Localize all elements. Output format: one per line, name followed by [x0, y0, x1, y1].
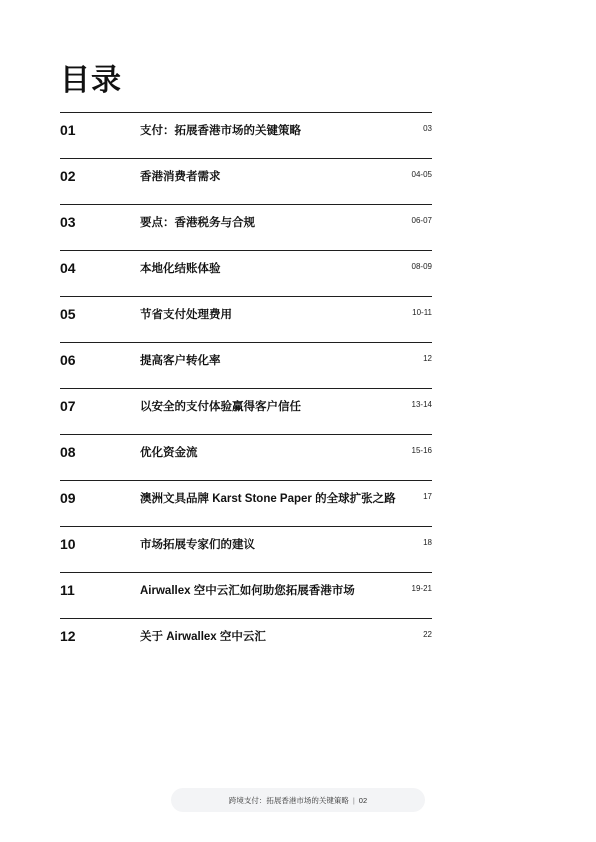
toc-item-pages: 15-16	[411, 446, 432, 455]
toc-item-pages: 04-05	[411, 170, 432, 179]
toc-item-number: 11	[60, 582, 75, 598]
toc-item-title[interactable]: 以安全的支付体验赢得客户信任	[140, 401, 301, 413]
footer-separator: |	[352, 795, 355, 805]
toc-item-number: 04	[60, 260, 76, 276]
toc-item-title[interactable]: 本地化结账体验	[140, 263, 221, 275]
toc-item-number: 06	[60, 352, 76, 368]
toc-item-number: 08	[60, 444, 76, 460]
toc-item-09[interactable]	[60, 480, 432, 526]
toc-item-title[interactable]: Airwallex 空中云汇如何助您拓展香港市场	[140, 585, 355, 597]
toc-item-title[interactable]: 香港消费者需求	[140, 171, 221, 183]
toc-item-title[interactable]: 节省支付处理费用	[140, 309, 232, 321]
toc-item-number: 07	[60, 398, 76, 414]
toc-item-pages: 22	[423, 630, 432, 639]
toc-item-number: 12	[60, 628, 76, 644]
toc-item-pages: 06-07	[411, 216, 432, 225]
toc-item-07[interactable]	[60, 388, 432, 434]
footer-page-number: 02	[358, 795, 368, 805]
toc-item-pages: 17	[423, 492, 432, 501]
toc-item-number: 03	[60, 214, 76, 230]
toc-item-title[interactable]: 优化资金流	[140, 447, 198, 459]
toc-item-title[interactable]: 市场拓展专家们的建议	[140, 539, 255, 551]
toc-item-03[interactable]	[60, 204, 432, 250]
toc-item-title[interactable]: 支付：拓展香港市场的关键策略	[140, 125, 301, 137]
toc-item-number: 02	[60, 168, 76, 184]
toc-item-pages: 19-21	[411, 584, 432, 593]
toc-item-01[interactable]	[60, 112, 432, 158]
toc-item-pages: 03	[423, 124, 432, 133]
toc-item-12[interactable]	[60, 618, 432, 664]
toc-item-number: 10	[60, 536, 76, 552]
page-title: 目录	[60, 64, 122, 97]
toc-item-05[interactable]	[60, 296, 432, 342]
toc-item-title[interactable]: 关于 Airwallex 空中云汇	[140, 631, 266, 643]
toc-item-number: 09	[60, 490, 76, 506]
toc-item-06[interactable]	[60, 342, 432, 388]
toc-item-pages: 10-11	[412, 308, 432, 317]
toc-item-title[interactable]: 提高客户转化率	[140, 355, 221, 367]
toc-item-02[interactable]	[60, 158, 432, 204]
toc-item-10[interactable]	[60, 526, 432, 572]
toc-item-pages: 08-09	[411, 262, 432, 271]
toc-item-title[interactable]: 要点：香港税务与合规	[140, 217, 255, 229]
toc-item-number: 05	[60, 306, 76, 322]
toc-item-08[interactable]	[60, 434, 432, 480]
footer	[171, 788, 425, 812]
toc-item-number: 01	[60, 122, 76, 138]
toc-item-pages: 13-14	[411, 400, 432, 409]
toc-item-04[interactable]	[60, 250, 432, 296]
toc-item-pages: 18	[423, 538, 432, 547]
table-of-contents	[60, 112, 432, 664]
footer-doc-title: 跨境支付：拓展香港市场的关键策略	[228, 795, 349, 805]
toc-item-11[interactable]	[60, 572, 432, 618]
toc-item-title[interactable]: 澳洲文具品牌 Karst Stone Paper 的全球扩张之路	[140, 493, 396, 505]
toc-item-pages: 12	[423, 354, 432, 363]
